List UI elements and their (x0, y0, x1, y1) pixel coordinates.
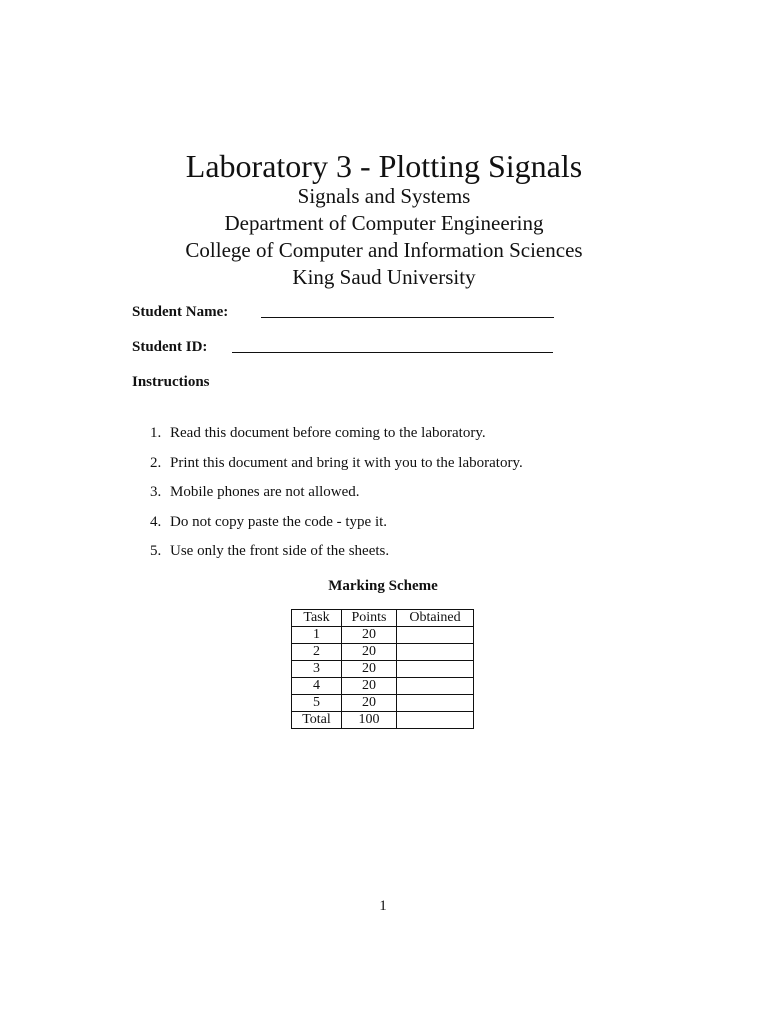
table-header-row (292, 610, 474, 627)
list-item-text: Use only the front side of the sheets. (170, 543, 390, 559)
list-item-text: Read this document before coming to the laboratory. (170, 425, 486, 441)
list-item (150, 453, 523, 483)
table-row (292, 678, 474, 695)
obtained-cell[interactable] (397, 661, 474, 678)
table-row-total (292, 712, 474, 729)
list-item-number: 3. (150, 484, 162, 500)
list-item-text: Do not copy paste the code - type it. (170, 513, 388, 530)
list-item-number: 2. (150, 454, 162, 471)
obtained-cell[interactable] (397, 712, 474, 729)
list-item-number: 4. (150, 513, 162, 530)
university-name: King Saud University (292, 265, 476, 289)
student-name-label: Student Name: (132, 304, 229, 320)
marking-scheme-heading: Marking Scheme (328, 578, 438, 594)
document-title: Laboratory 3 - Plotting Signals (185, 148, 583, 184)
task-cell: Total (292, 712, 342, 729)
points-cell: 20 (342, 695, 397, 712)
obtained-cell[interactable] (397, 627, 474, 644)
table-row (292, 627, 474, 644)
task-cell: 3 (292, 661, 342, 678)
points-cell: 20 (342, 644, 397, 661)
points-cell: 100 (342, 712, 397, 729)
column-header-task: Task (292, 610, 342, 627)
list-item-text: Print this document and bring it with you to the laboratory. (170, 454, 523, 471)
table-row (292, 644, 474, 661)
points-cell: 20 (342, 678, 397, 695)
list-item (150, 541, 523, 571)
list-item-number: 5. (150, 543, 162, 559)
course-name: Signals and Systems (297, 184, 471, 208)
obtained-cell[interactable] (397, 678, 474, 695)
page-number: 1 (379, 898, 387, 914)
college-name: College of Computer and Information Sciences (185, 238, 583, 262)
marking-scheme-table (291, 609, 474, 729)
student-id-line[interactable] (232, 352, 553, 353)
task-cell: 5 (292, 695, 342, 712)
points-cell: 20 (342, 627, 397, 644)
list-item (150, 423, 523, 453)
obtained-cell[interactable] (397, 695, 474, 712)
department-name: Department of Computer Engineering (224, 211, 544, 235)
task-cell: 1 (292, 627, 342, 644)
points-cell: 20 (342, 661, 397, 678)
table-row (292, 695, 474, 712)
table-row (292, 661, 474, 678)
list-item-text: Mobile phones are not allowed. (170, 484, 360, 500)
student-name-line[interactable] (261, 317, 554, 318)
obtained-cell[interactable] (397, 644, 474, 661)
list-item (150, 482, 523, 512)
instructions-heading: Instructions (132, 374, 210, 390)
task-cell: 4 (292, 678, 342, 695)
list-item (150, 512, 523, 542)
task-cell: 2 (292, 644, 342, 661)
column-header-points: Points (342, 610, 397, 627)
student-id-label: Student ID: (132, 339, 208, 355)
list-item-number: 1. (150, 425, 162, 441)
instructions-list (150, 423, 523, 571)
column-header-obtained: Obtained (397, 610, 474, 627)
